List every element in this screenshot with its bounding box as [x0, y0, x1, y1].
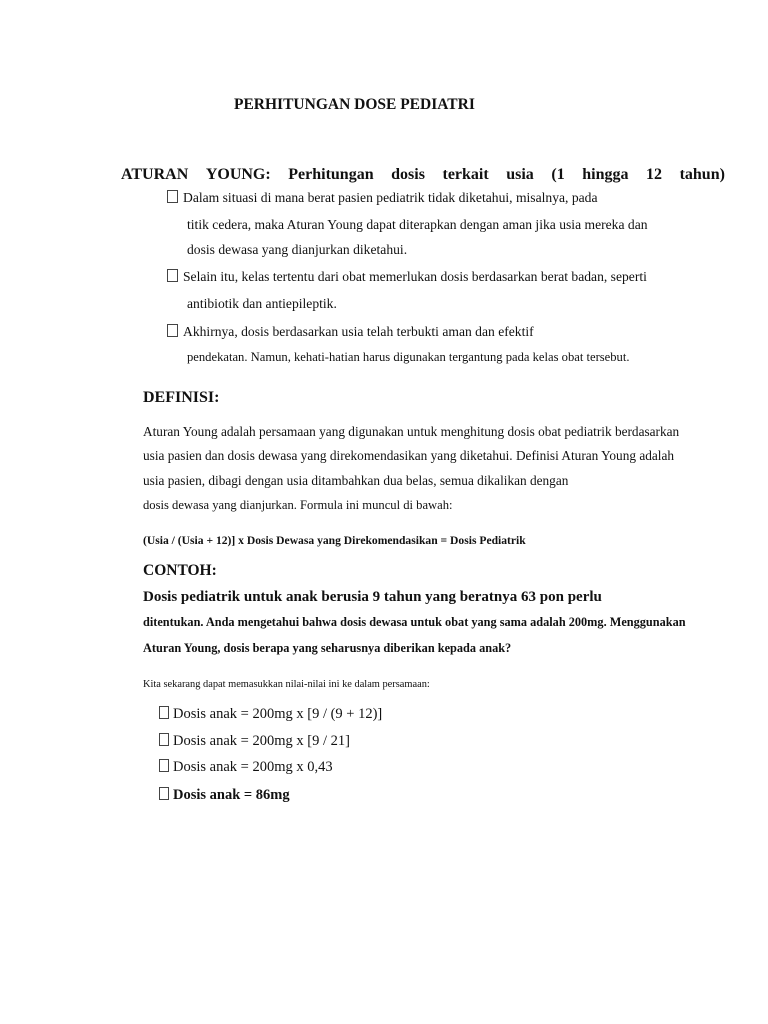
bullet-box-icon	[167, 190, 178, 203]
definisi-line: usia pasien dan dosis dewasa yang direkomendasikan yang diketahui. Definisi Aturan Young adalah	[143, 448, 675, 463]
contoh-heading: CONTOH:	[143, 562, 217, 579]
formula: (Usia / (Usia + 12)] x Dosis Dewasa yang Direkomendasikan = Dosis Pediatrik	[143, 534, 526, 547]
heading-word: hingga	[582, 166, 629, 183]
calc-step	[159, 759, 333, 776]
bullet-box-icon	[167, 324, 178, 337]
heading-word: ATURAN	[121, 166, 189, 183]
calc-step-text: Dosis anak = 200mg x [9 / 21]	[173, 733, 350, 749]
example-note: Kita sekarang dapat memasukkan nilai-nilai ini ke dalam persamaan:	[143, 679, 430, 690]
heading-word: tahun)	[679, 166, 725, 183]
example-question-line: Aturan Young, dosis berapa yang seharusnya diberikan kepada anak?	[143, 641, 512, 655]
calc-result-text: Dosis anak = 86mg	[173, 787, 290, 803]
example-question-line: Dosis pediatrik untuk anak berusia 9 tahun yang beratnya 63 pon perlu	[143, 589, 602, 605]
bullet-box-icon	[159, 706, 169, 719]
bullet-continuation: pendekatan. Namun, kehati-hatian harus digunakan tergantung pada kelas obat tersebut.	[187, 350, 630, 364]
calc-result	[159, 787, 290, 804]
bullet-box-icon	[159, 733, 169, 746]
bullet-box-icon	[167, 269, 178, 282]
bullet-continuation: titik cedera, maka Aturan Young dapat diterapkan dengan aman jika usia mereka dan	[187, 217, 648, 232]
bullet-item	[167, 324, 534, 340]
calc-step-text: Dosis anak = 200mg x [9 / (9 + 12)]	[173, 706, 383, 722]
bullet-text: Akhirnya, dosis berdasarkan usia telah terbukti aman dan efektif	[183, 324, 534, 339]
calc-step-text: Dosis anak = 200mg x 0,43	[173, 759, 333, 775]
bullet-continuation: antibiotik dan antiepileptik.	[187, 296, 337, 311]
bullet-text: Dalam situasi di mana berat pasien pediatrik tidak diketahui, misalnya, pada	[183, 190, 598, 205]
heading-word: terkait	[442, 166, 489, 183]
bullet-continuation: dosis dewasa yang dianjurkan diketahui.	[187, 242, 408, 257]
heading-word: (1	[551, 166, 565, 183]
definisi-heading: DEFINISI:	[143, 389, 220, 406]
definisi-line: usia pasien, dibagi dengan usia ditambahkan dua belas, semua dikalikan dengan	[143, 473, 569, 488]
bullet-text: Selain itu, kelas tertentu dari obat memerlukan dosis berdasarkan berat badan, seperti	[183, 269, 647, 284]
aturan-young-heading	[121, 166, 725, 184]
calc-step	[159, 706, 382, 723]
example-question-line: ditentukan. Anda mengetahui bahwa dosis dewasa untuk obat yang sama adalah 200mg. Menggunakan	[143, 615, 686, 629]
heading-word: Perhitungan	[288, 166, 374, 183]
heading-word: dosis	[391, 166, 425, 183]
heading-word: 12	[646, 166, 663, 183]
calc-step	[159, 733, 350, 750]
definisi-line: Aturan Young adalah persamaan yang digunakan untuk menghitung dosis obat pediatrik berdasarkan	[143, 424, 680, 439]
heading-word: YOUNG:	[205, 166, 271, 183]
heading-word: usia	[506, 166, 534, 183]
bullet-item	[167, 190, 597, 206]
bullet-box-icon	[159, 759, 169, 772]
definisi-line: dosis dewasa yang dianjurkan. Formula ini muncul di bawah:	[143, 498, 453, 512]
bullet-item	[167, 269, 647, 285]
page-title: PERHITUNGAN DOSE PEDIATRI	[234, 96, 475, 113]
bullet-box-icon	[159, 787, 169, 800]
